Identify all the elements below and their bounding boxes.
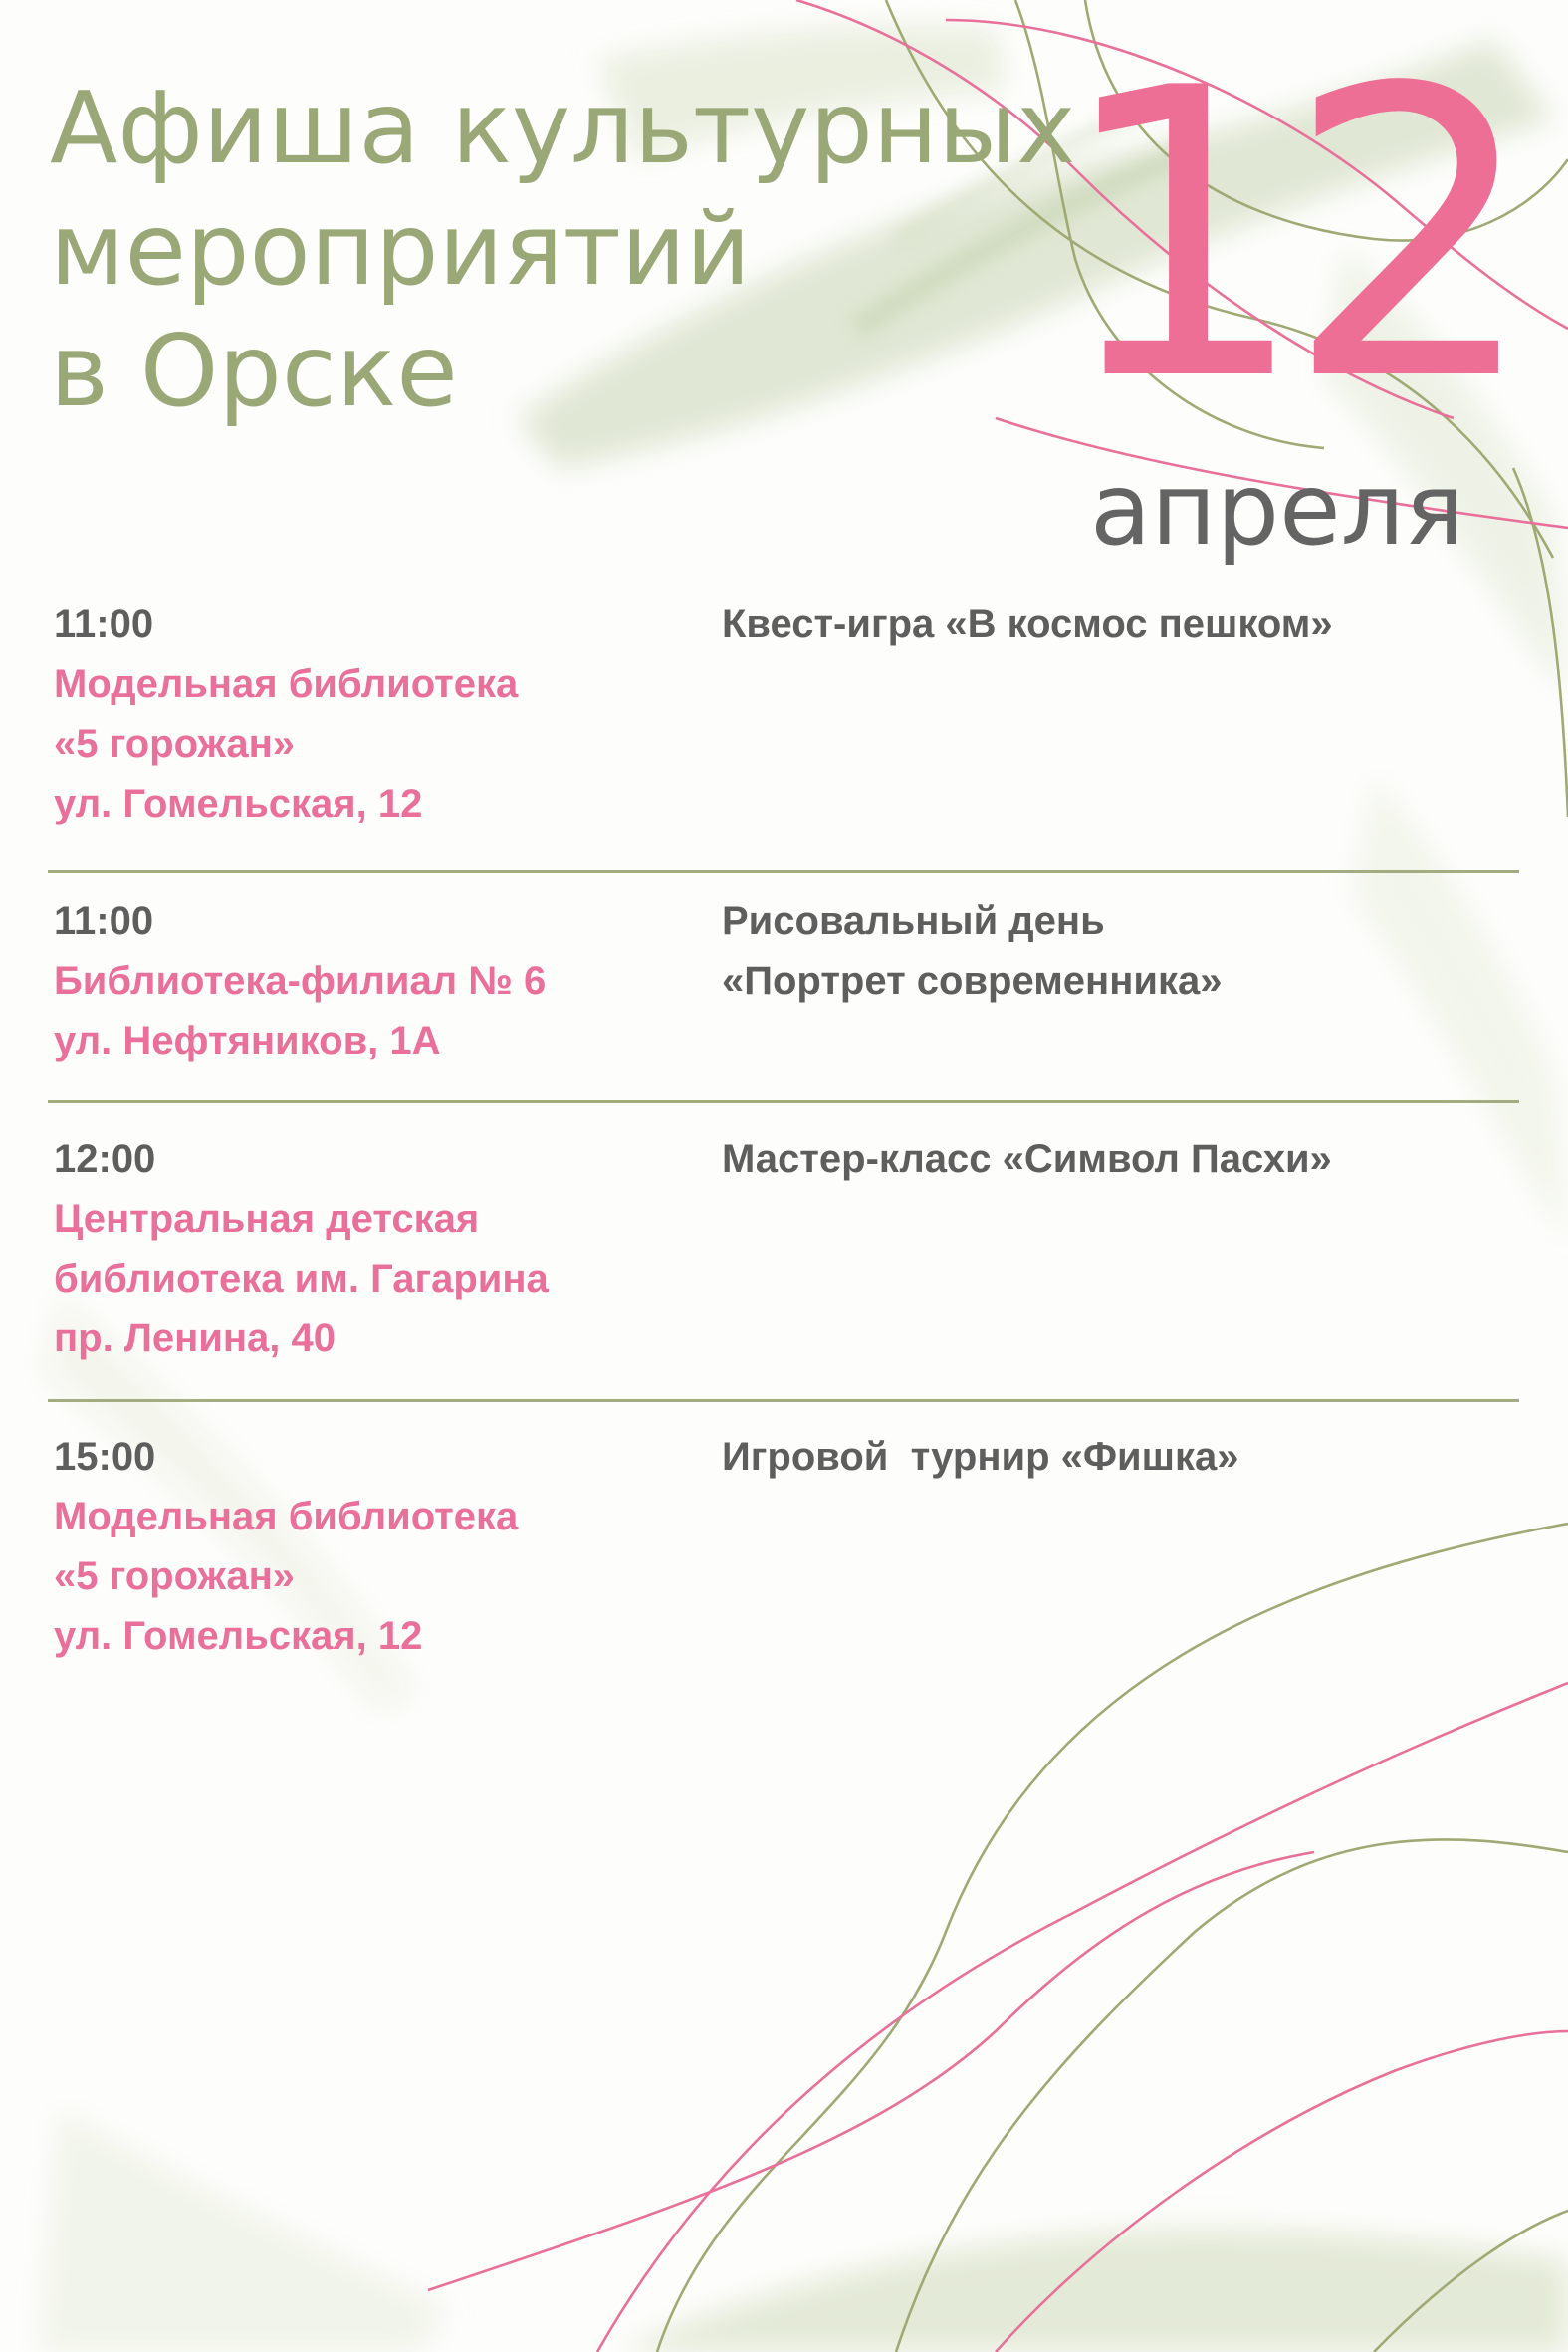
event-title-line: Квест-игра «В космос пешком» — [722, 602, 1333, 646]
event-title-line: Мастер-класс «Символ Пасхи» — [722, 1137, 1332, 1181]
event-place-line: ул. Нефтяников, 1А — [54, 1019, 441, 1062]
event-divider — [48, 870, 1519, 873]
event-time: 11:00 — [54, 899, 154, 943]
event-place-line: ул. Гомельская, 12 — [54, 1614, 423, 1658]
event-title — [722, 1129, 1498, 1189]
event-place-line: библиотека им. Гагарина — [54, 1257, 549, 1300]
event-place — [54, 1189, 691, 1368]
event-title — [722, 1427, 1498, 1487]
event-title — [722, 594, 1498, 654]
event-divider — [48, 1399, 1519, 1402]
title-line: мероприятий — [50, 191, 751, 308]
event-title — [722, 891, 1498, 1011]
event-place — [54, 1487, 691, 1666]
event-place-line: пр. Ленина, 40 — [54, 1316, 336, 1360]
event-place — [54, 951, 691, 1070]
date-month: апреля — [1090, 451, 1464, 568]
event-place — [54, 654, 691, 833]
event-place-line: Модельная библиотека — [54, 1495, 519, 1538]
event-time: 15:00 — [54, 1435, 156, 1479]
event-title-line: «Портрет современника» — [722, 959, 1223, 1003]
event-title-line: Рисовальный день — [722, 899, 1105, 943]
page-title — [50, 68, 1105, 432]
event-place-line: Центральная детская — [54, 1197, 480, 1241]
event-place-line: Библиотека-филиал № 6 — [54, 959, 547, 1003]
date-day: 12 — [1055, 5, 1514, 468]
event-place-line: ул. Гомельская, 12 — [54, 782, 423, 825]
event-title-line: Игровой турнир «Фишка» — [722, 1435, 1239, 1479]
event-divider — [48, 1100, 1519, 1103]
event-place-line: Модельная библиотека — [54, 662, 519, 706]
event-place-line: «5 горожан» — [54, 722, 296, 766]
event-place-line: «5 горожан» — [54, 1554, 296, 1598]
title-line: Афиша культурных — [50, 70, 1076, 186]
event-time: 12:00 — [54, 1137, 156, 1181]
event-time: 11:00 — [54, 602, 154, 646]
title-line: в Орске — [50, 313, 458, 429]
